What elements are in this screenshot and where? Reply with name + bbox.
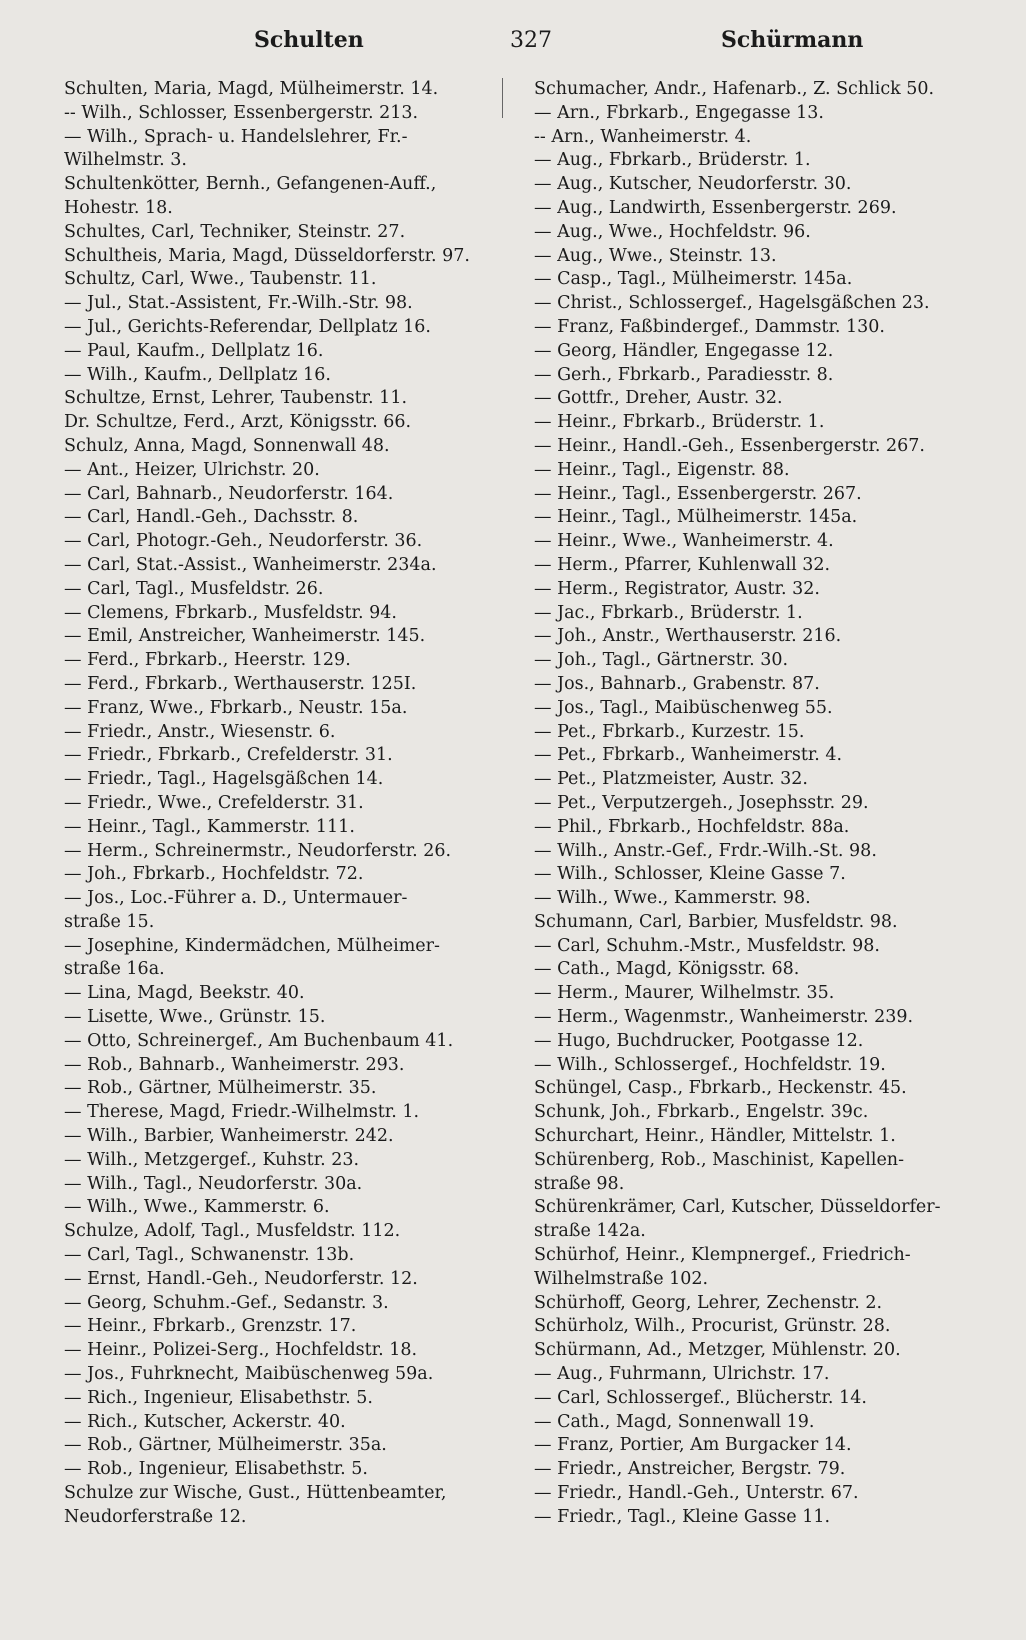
directory-entry: — Friedr., Anstreicher, Bergstr. 79. (534, 1459, 846, 1480)
directory-entry: Schulze, Adolf, Tagl., Musfeldstr. 112. (64, 1221, 401, 1242)
directory-entry: — Rich., Ingenieur, Elisabethstr. 5. (64, 1387, 373, 1408)
directory-entry: — Josephine, Kindermädchen, Mülheimer- (64, 935, 440, 956)
directory-entry: — Clemens, Fbrkarb., Musfeldstr. 94. (64, 602, 397, 623)
directory-entry: — Hugo, Buchdrucker, Pootgasse 12. (534, 1030, 864, 1051)
directory-entry: — Herm., Maurer, Wilhelmstr. 35. (534, 983, 835, 1004)
directory-entry: straße 16a. (64, 959, 165, 980)
directory-entry: — Heinr., Tagl., Eigenstr. 88. (534, 459, 790, 480)
directory-entry: Neudorferstraße 12. (64, 1506, 247, 1527)
directory-entry: — Jos., Bahnarb., Grabenstr. 87. (534, 673, 820, 694)
directory-entry: — Herm., Schreinermstr., Neudorferstr. 26. (64, 840, 452, 861)
directory-entry: — Aug., Landwirth, Essenbergerstr. 269. (534, 197, 897, 218)
directory-entry: — Aug., Wwe., Steinstr. 13. (534, 245, 777, 266)
header-left-keyword: Schulten (254, 27, 364, 53)
directory-entry: — Friedr., Wwe., Crefelderstr. 31. (64, 792, 364, 813)
directory-entry: — Rich., Kutscher, Ackerstr. 40. (64, 1411, 346, 1432)
directory-entry: — Therese, Magd, Friedr.-Wilhelmstr. 1. (64, 1102, 420, 1123)
directory-entry: — Carl, Schlossergef., Blücherstr. 14. (534, 1387, 867, 1408)
directory-entry: — Georg, Schuhm.-Gef., Sedanstr. 3. (64, 1292, 389, 1313)
directory-entry: Dr. Schultze, Ferd., Arzt, Königsstr. 66. (64, 412, 412, 433)
directory-entry: — Joh., Tagl., Gärtnerstr. 30. (534, 650, 789, 671)
directory-entry: — Ant., Heizer, Ulrichstr. 20. (64, 459, 320, 480)
directory-entry: Schürenberg, Rob., Maschinist, Kapellen- (534, 1149, 904, 1170)
directory-entry: — Aug., Wwe., Hochfeldstr. 96. (534, 221, 811, 242)
directory-entry: — Wilh., Metzgergef., Kuhstr. 23. (64, 1149, 360, 1170)
directory-entry: — Pet., Platzmeister, Austr. 32. (534, 769, 808, 790)
header-right-keyword: Schürmann (721, 27, 864, 53)
directory-entry: — Franz, Portier, Am Burgacker 14. (534, 1435, 852, 1456)
directory-entry: Schultze, Ernst, Lehrer, Taubenstr. 11. (64, 388, 408, 409)
directory-entry: — Cath., Magd, Königsstr. 68. (534, 959, 800, 980)
directory-entry: — Friedr., Anstr., Wiesenstr. 6. (64, 721, 336, 742)
directory-entry: Schunk, Joh., Fbrkarb., Engelstr. 39c. (534, 1102, 869, 1123)
directory-entry: — Franz, Faßbindergef., Dammstr. 130. (534, 316, 885, 337)
directory-entry: — Wilh., Barbier, Wanheimerstr. 242. (64, 1126, 394, 1147)
directory-entry: — Carl, Tagl., Schwanenstr. 13b. (64, 1245, 355, 1266)
directory-entry: — Phil., Fbrkarb., Hochfeldstr. 88a. (534, 816, 850, 837)
directory-entry: — Ferd., Fbrkarb., Heerstr. 129. (64, 650, 351, 671)
directory-entry: Schumann, Carl, Barbier, Musfeldstr. 98. (534, 911, 898, 932)
directory-entry: — Pet., Fbrkarb., Kurzestr. 15. (534, 721, 805, 742)
directory-entry: Schultheis, Maria, Magd, Düsseldorferstr. 97. (64, 245, 470, 266)
directory-entry: — Carl, Schuhm.-Mstr., Musfeldstr. 98. (534, 935, 880, 956)
directory-entry: — Paul, Kaufm., Dellplatz 16. (64, 340, 324, 361)
directory-entry: — Gottfr., Dreher, Austr. 32. (534, 388, 783, 409)
directory-entry: straße 98. (534, 1173, 625, 1194)
directory-entry: — Jos., Loc.-Führer a. D., Untermauer- (64, 888, 408, 909)
directory-entry: — Heinr., Fbrkarb., Grenzstr. 17. (64, 1316, 357, 1337)
directory-entry: Schulten, Maria, Magd, Mülheimerstr. 14. (64, 79, 439, 99)
directory-entry: — Aug., Kutscher, Neudorferstr. 30. (534, 174, 852, 195)
directory-entry: — Carl, Tagl., Musfeldstr. 26. (64, 578, 324, 599)
directory-entry: Hohestr. 18. (64, 197, 173, 218)
directory-entry: Schurchart, Heinr., Händler, Mittelstr. 1. (534, 1126, 896, 1147)
directory-entry: — Wilh., Sprach- u. Handelslehrer, Fr.- (64, 126, 408, 147)
directory-entry: — Casp., Tagl., Mülheimerstr. 145a. (534, 269, 853, 290)
column-divider (502, 78, 503, 118)
left-column (64, 78, 504, 1530)
directory-entry: — Lina, Magd, Beekstr. 40. (64, 983, 305, 1004)
directory-entry: Wilhelmstraße 102. (534, 1268, 709, 1289)
directory-entry: — Jul., Gerichts-Referendar, Dellplatz 16. (64, 316, 431, 337)
directory-entry: — Jos., Fuhrknecht, Maibüschenweg 59a. (64, 1364, 434, 1385)
directory-entry: Schultz, Carl, Wwe., Taubenstr. 11. (64, 269, 377, 290)
directory-entry: Schürenkrämer, Carl, Kutscher, Düsseldorfer- (534, 1197, 941, 1218)
directory-entry: — Carl, Photogr.-Geh., Neudorferstr. 36. (64, 531, 423, 552)
directory-entry: — Aug., Fbrkarb., Brüderstr. 1. (534, 150, 811, 171)
directory-entry: — Wilh., Wwe., Kammerstr. 98. (534, 888, 811, 909)
directory-entry: — Heinr., Tagl., Essenbergerstr. 267. (534, 483, 862, 504)
directory-entry: Schürhoff, Georg, Lehrer, Zechenstr. 2. (534, 1292, 883, 1313)
directory-entry: — Heinr., Polizei-Serg., Hochfeldstr. 18. (64, 1340, 418, 1361)
directory-entry: — Carl, Bahnarb., Neudorferstr. 164. (64, 483, 394, 504)
directory-entry: — Carl, Stat.-Assist., Wanheimerstr. 234a. (64, 554, 437, 575)
directory-entry: — Heinr., Wwe., Wanheimerstr. 4. (534, 531, 834, 552)
directory-entry: — Wilh., Schlossergef., Hochfeldstr. 19. (534, 1054, 886, 1075)
directory-entry: — Heinr., Tagl., Mülheimerstr. 145a. (534, 507, 858, 528)
directory-entry: — Christ., Schlossergef., Hagelsgäßchen 23. (534, 293, 930, 314)
directory-entry: — Wilh., Tagl., Neudorferstr. 30a. (64, 1173, 363, 1194)
directory-entry: — Friedr., Fbrkarb., Crefelderstr. 31. (64, 745, 393, 766)
directory-entry: Schüngel, Casp., Fbrkarb., Heckenstr. 45. (534, 1078, 907, 1099)
directory-entry: Schürhof, Heinr., Klempnergef., Friedrich- (534, 1245, 911, 1266)
directory-entry: — Ferd., Fbrkarb., Werthauserstr. 125I. (64, 673, 417, 694)
directory-entry: — Friedr., Tagl., Kleine Gasse 11. (534, 1506, 831, 1527)
directory-entry: — Joh., Fbrkarb., Hochfeldstr. 72. (64, 864, 364, 885)
directory-entry: — Pet., Verputzergeh., Josephsstr. 29. (534, 792, 869, 813)
directory-entry: — Wilh., Schlosser, Kleine Gasse 7. (534, 864, 846, 885)
directory-entry: — Gerh., Fbrkarb., Paradiesstr. 8. (534, 364, 834, 385)
directory-entry: straße 15. (64, 911, 155, 932)
directory-entry: Schürmann, Ad., Metzger, Mühlenstr. 20. (534, 1340, 901, 1361)
directory-entry: — Otto, Schreinergef., Am Buchenbaum 41. (64, 1030, 454, 1051)
directory-entry: Schultes, Carl, Techniker, Steinstr. 27. (64, 221, 406, 242)
directory-entry: — Heinr., Tagl., Kammerstr. 111. (64, 816, 355, 837)
directory-entry: — Heinr., Handl.-Geh., Essenbergerstr. 267. (534, 435, 925, 456)
directory-entry: — Jac., Fbrkarb., Brüderstr. 1. (534, 602, 803, 623)
right-column (534, 78, 992, 1530)
directory-entry: Schumacher, Andr., Hafenarb., Z. Schlick 50. (534, 79, 935, 99)
directory-entry: — Rob., Bahnarb., Wanheimerstr. 293. (64, 1054, 405, 1075)
directory-entry: — Jul., Stat.-Assistent, Fr.-Wilh.-Str. 98. (64, 293, 413, 314)
directory-entry: — Friedr., Tagl., Hagelsgäßchen 14. (64, 769, 384, 790)
directory-entry: — Jos., Tagl., Maibüschenweg 55. (534, 697, 833, 718)
directory-entry: — Herm., Wagenmstr., Wanheimerstr. 239. (534, 1007, 914, 1028)
directory-entry: — Rob., Ingenieur, Elisabethstr. 5. (64, 1459, 368, 1480)
directory-entry: — Carl, Handl.-Geh., Dachsstr. 8. (64, 507, 359, 528)
directory-columns (64, 78, 998, 1530)
directory-entry: — Wilh., Anstr.-Gef., Frdr.-Wilh.-St. 98. (534, 840, 877, 861)
directory-entry: straße 142a. (534, 1221, 646, 1242)
directory-entry: Schulz, Anna, Magd, Sonnenwall 48. (64, 435, 390, 456)
page-number: 327 (510, 27, 552, 53)
directory-entry: Wilhelmstr. 3. (64, 150, 187, 171)
directory-entry: — Herm., Pfarrer, Kuhlenwall 32. (534, 554, 831, 575)
directory-entry: — Emil, Anstreicher, Wanheimerstr. 145. (64, 626, 426, 647)
directory-entry: — Georg, Händler, Engegasse 12. (534, 340, 834, 361)
directory-entry: — Pet., Fbrkarb., Wanheimerstr. 4. (534, 745, 843, 766)
directory-entry: Schultenkötter, Bernh., Gefangenen-Auff., (64, 174, 437, 195)
directory-entry: — Rob., Gärtner, Mülheimerstr. 35. (64, 1078, 377, 1099)
directory-entry: — Franz, Wwe., Fbrkarb., Neustr. 15a. (64, 697, 408, 718)
directory-entry: — Lisette, Wwe., Grünstr. 15. (64, 1007, 326, 1028)
directory-entry: — Friedr., Handl.-Geh., Unterstr. 67. (534, 1483, 859, 1504)
directory-entry: Schürholz, Wilh., Procurist, Grünstr. 28. (534, 1316, 891, 1337)
page-header (64, 20, 998, 60)
directory-entry: — Wilh., Kaufm., Dellplatz 16. (64, 364, 331, 385)
directory-entry: — Heinr., Fbrkarb., Brüderstr. 1. (534, 412, 825, 433)
directory-entry: — Wilh., Wwe., Kammerstr. 6. (64, 1197, 330, 1218)
directory-entry: — Ernst, Handl.-Geh., Neudorferstr. 12. (64, 1268, 418, 1289)
directory-entry: — Cath., Magd, Sonnenwall 19. (534, 1411, 815, 1432)
directory-entry: — Aug., Fuhrmann, Ulrichstr. 17. (534, 1364, 830, 1385)
directory-entry: -- Arn., Wanheimerstr. 4. (534, 126, 752, 147)
directory-entry: -- Wilh., Schlosser, Essenbergerstr. 213. (64, 102, 419, 123)
directory-entry: Schulze zur Wische, Gust., Hüttenbeamter, (64, 1483, 447, 1504)
directory-entry: — Arn., Fbrkarb., Engegasse 13. (534, 102, 824, 123)
directory-entry: — Rob., Gärtner, Mülheimerstr. 35a. (64, 1435, 387, 1456)
directory-entry: — Herm., Registrator, Austr. 32. (534, 578, 820, 599)
directory-entry: — Joh., Anstr., Werthauserstr. 216. (534, 626, 842, 647)
